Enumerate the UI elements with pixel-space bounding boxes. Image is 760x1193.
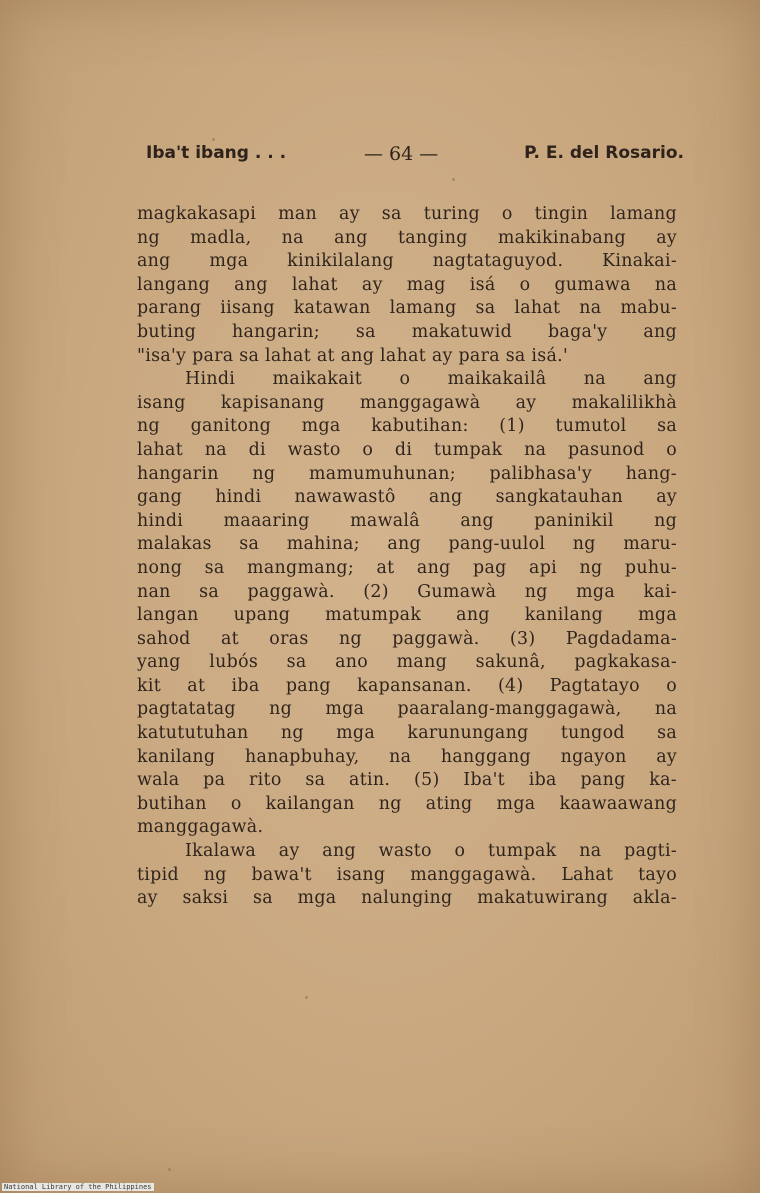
text-line: ang mga kinikilalang nagtataguyod. Kinakai- <box>137 251 677 272</box>
text-line: Hindi maikakait o maikakailâ na ang <box>185 369 677 390</box>
text-line: nong sa mangmang; at ang pag api ng puhu- <box>137 557 677 578</box>
text-line: gang hindi nawawastô ang sangkatauhan ay <box>137 487 677 508</box>
library-footer: National Library of the Philippines <box>4 1183 152 1191</box>
paper-speck <box>305 996 308 999</box>
text-line: kanilang hanapbuhay, na hanggang ngayon ay <box>137 746 677 767</box>
running-head-author: P. E. del Rosario. <box>524 143 684 163</box>
text-line: wala pa rito sa atin. (5) Iba't iba pang ka- <box>137 770 677 791</box>
page-number: — 64 — <box>364 143 439 165</box>
text-line: tipid ng bawa't isang manggagawà. Lahat tayo <box>137 864 677 885</box>
text-line: buting hangarin; sa makatuwid baga'y ang <box>137 321 677 342</box>
text-line: langang ang lahat ay mag isá o gumawa na <box>137 274 677 295</box>
text-line: magkakasapi man ay sa turing o tingin lamang <box>137 204 677 224</box>
running-head-title: Iba't ibang . . . <box>146 143 287 163</box>
text-line: pagtatatag ng mga paaralang-manggagawà, na <box>137 699 677 720</box>
text-line: "isa'y para sa lahat at ang lahat ay para sa isá.' <box>137 345 569 366</box>
text-line: butihan o kailangan ng ating mga kaawaawang <box>137 793 677 814</box>
text-line: katututuhan ng mga karunungang tungod sa <box>137 723 677 744</box>
text-line: isang kapisanang manggagawà ay makalilikhà <box>137 392 677 413</box>
paper-speck <box>212 138 215 141</box>
text-line: ng madla, na ang tanging makikinabang ay <box>137 227 677 248</box>
text-line: malakas sa mahina; ang pang-uulol ng maru- <box>137 534 677 555</box>
text-line: parang iisang katawan lamang sa lahat na mabu- <box>137 298 677 319</box>
text-line: sahod at oras ng paggawà. (3) Pagdadama- <box>137 628 677 649</box>
paper-speck <box>452 178 455 181</box>
text-line: kit at iba pang kapansanan. (4) Pagtatayo o <box>137 675 677 696</box>
running-head <box>146 143 684 169</box>
text-line: yang lubós sa ano mang sakunâ, pagkakasa- <box>137 652 677 673</box>
text-line: hangarin ng mamumuhunan; palibhasa'y hang- <box>137 463 677 484</box>
text-line: lahat na di wasto o di tumpak na pasunod o <box>137 439 677 460</box>
paper-speck <box>168 1168 171 1171</box>
text-line: nan sa paggawà. (2) Gumawà ng mga kai- <box>137 581 677 602</box>
text-line: ay saksi sa mga nalunging makatuwirang akla- <box>137 888 677 909</box>
body-text <box>137 203 677 911</box>
text-line: ng ganitong mga kabutihan: (1) tumutol sa <box>137 416 677 437</box>
text-line: manggagawà. <box>137 817 264 838</box>
text-line: langan upang matumpak ang kanilang mga <box>137 605 677 626</box>
text-line: hindi maaaring mawalâ ang paninikil ng <box>137 510 677 531</box>
text-line: Ikalawa ay ang wasto o tumpak na pagti- <box>185 841 677 862</box>
